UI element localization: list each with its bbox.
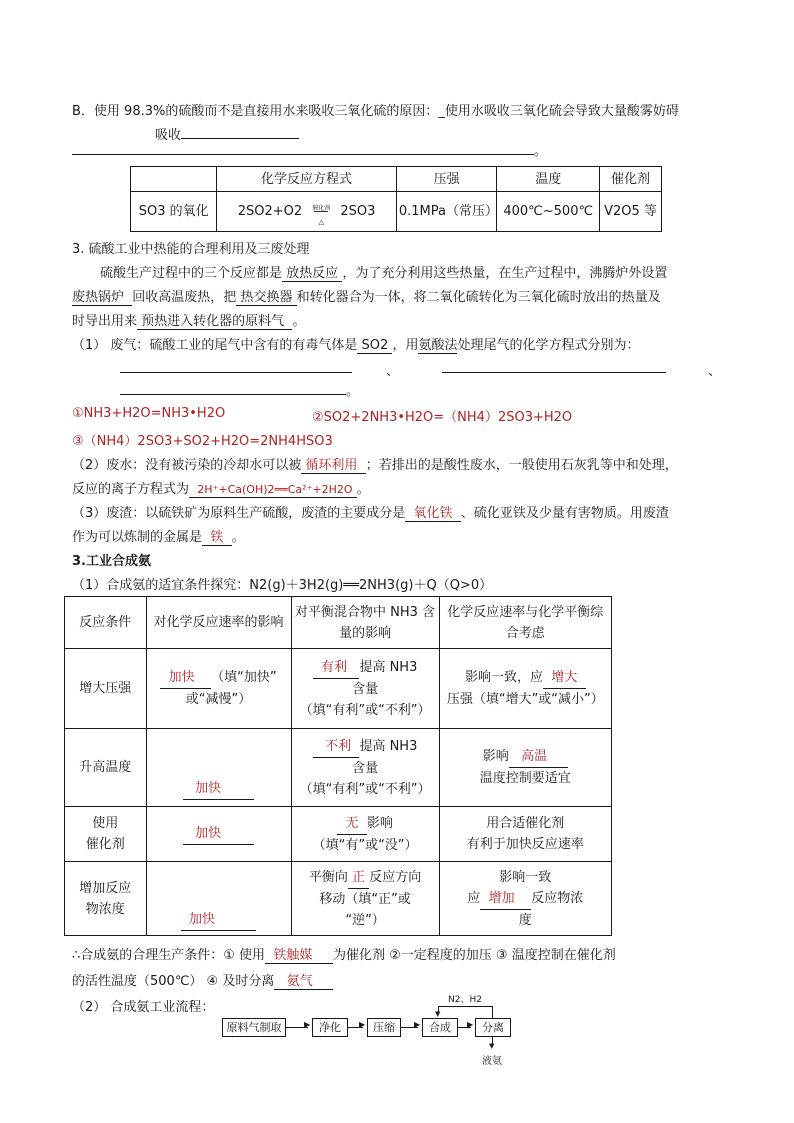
summary-line: 的活性温度（500℃） ④ 及时分离 氨气 xyxy=(72,970,333,990)
table-cell: 影响一致 应 增加 反应物浓 度 xyxy=(439,862,611,936)
waste-slag-line: （3）废渣：以硫铁矿为原料生产硫酸，废渣的主要成分是 氧化铁 、硫化亚铁及少量有害物质。用废渣 xyxy=(72,502,669,522)
ammonia-title: 3.工业合成氨 xyxy=(72,554,151,569)
table-cell: 无 影响 （填“有”或“没”） xyxy=(291,807,439,862)
separator: 、 xyxy=(708,364,722,379)
equation-1: ①NH3+H2O=NH3•H2O xyxy=(72,406,226,421)
table-cell: 增大压强 xyxy=(65,649,147,729)
table-header: 反应条件 xyxy=(65,597,147,649)
table-cell: 加快 （填“加快” 或“减慢”） xyxy=(146,649,291,729)
table-cell: 加快 xyxy=(146,807,291,862)
table-cell: 影响 高温 温度控制要适宜 xyxy=(439,729,611,807)
answer-blank: 。 xyxy=(120,380,359,399)
table-header: 温度 xyxy=(497,167,600,192)
separator: 、 xyxy=(386,364,400,379)
table-cell: 加快 xyxy=(146,729,291,807)
flow-step-compress: 压缩 xyxy=(367,1018,401,1037)
answer-blank xyxy=(442,358,666,377)
table-header: 对化学反应速率的影响 xyxy=(146,597,291,649)
table-cell: 升高温度 xyxy=(65,729,147,807)
paragraph-line: 硫酸生产过程中的三个反应都是 放热反应 ，为了充分利用这些热量，在生产过程中，沸腾炉外设置 xyxy=(100,262,667,282)
table-cell: 用合适催化剂 有利于加快反应速率 xyxy=(439,807,611,862)
flow-title: （2） 合成氨工业流程： xyxy=(72,1000,215,1015)
table-cell: SO3 的氧化 xyxy=(131,192,217,232)
ammonia-conditions: （1）合成氨的适宜条件探究：N2(g)＋3H2(g)══2NH3(g)＋Q（Q>0） xyxy=(72,578,493,593)
summary-line: ∴合成氨的合理生产条件：① 使用 铁触媒 为催化剂 ②一定程度的加压 ③ 温度控制在催化剂 xyxy=(72,944,616,964)
ammonia-table xyxy=(64,596,612,936)
recycle-label: N2、H2 xyxy=(448,995,482,1005)
answer-blank xyxy=(120,358,352,377)
paragraph-line: 废热锅炉 回收高温废热，把 热交换器 和转化器合为一体，将二氧化硫转化为三氧化硫时放出的热量及 xyxy=(72,286,661,306)
table-header: 化学反应速率与化学平衡综合考虑 xyxy=(439,597,611,649)
table-cell: 不利 提高 NH3 含量 （填“有利”或“不利”） xyxy=(291,729,439,807)
table-header: 对平衡混合物中 NH3 含量的影响 xyxy=(291,597,439,649)
flow-step-purify: 净化 xyxy=(312,1018,348,1037)
table-cell: 使用 催化剂 xyxy=(65,807,147,862)
equation-cell: 2SO2+O2 催化剂 △ 2SO3 xyxy=(217,192,397,232)
table-cell: 平衡向 正 反应方向 移动（填“正”或 “逆”） xyxy=(291,862,439,936)
flow-step-raw-gas: 原料气制取 xyxy=(222,1018,286,1037)
flow-step-separate: 分离 xyxy=(475,1018,511,1037)
table-cell: 影响一致，应 增大 压强（填“增大”或“减小”） xyxy=(439,649,611,729)
table-cell: 400℃~500℃ xyxy=(497,192,600,232)
section-b-blank: 。 xyxy=(72,140,547,159)
table-cell: V2O5 等 xyxy=(600,192,662,232)
section-b-line2: 吸收 xyxy=(155,124,299,143)
section-title: 3. 硫酸工业中热能的合理利用及三废处理 xyxy=(72,242,310,257)
table-cell: 0.1MPa（常压） xyxy=(396,192,497,232)
product-label: 液氨 xyxy=(482,1056,502,1067)
table-cell: 有利 提高 NH3 含量 （填“有利”或“不利”） xyxy=(291,649,439,729)
equation-2: ②SO2+2NH3•H2O=（NH4）2SO3+H2O xyxy=(312,410,573,425)
table-header: 化学反应方程式 xyxy=(217,167,397,192)
waste-water-line: 反应的离子方程式为 2H⁺+Ca(OH)2══Ca²⁺+2H2O 。 xyxy=(72,482,370,497)
section-b-line1: B．使用 98.3%的硫酸而不是直接用水来吸收三氧化硫的原因：_使用水吸收三氧化硫会导致大量酸雾妨碍 xyxy=(72,104,679,119)
table-header: 压强 xyxy=(396,167,497,192)
paragraph-line: 时导出用来 预热进入转化器的原料气 。 xyxy=(72,310,305,330)
waste-gas-line: （1） 废气：硫酸工业的尾气中含有的有毒气体是 SO2 ，用氨酸法处理尾气的化学方程式分别为： xyxy=(72,334,640,354)
table-header: 催化剂 xyxy=(600,167,662,192)
waste-water-line: （2）废水：没有被污染的冷却水可以被 循环利用 ；若排出的是酸性废水，一般使用石灰乳等中和处理， xyxy=(72,454,678,474)
equation-3: ③（NH4）2SO3+SO2+H2O=2NH4HSO3 xyxy=(72,434,333,449)
so3-oxidation-table xyxy=(130,166,662,232)
table-cell: 加快 xyxy=(146,862,291,936)
waste-slag-line: 作为可以炼制的金属是 铁 。 xyxy=(72,526,245,546)
table-cell: 增加反应 物浓度 xyxy=(65,862,147,936)
flow-step-synthesis: 合成 xyxy=(422,1018,458,1037)
table-header xyxy=(131,167,217,192)
